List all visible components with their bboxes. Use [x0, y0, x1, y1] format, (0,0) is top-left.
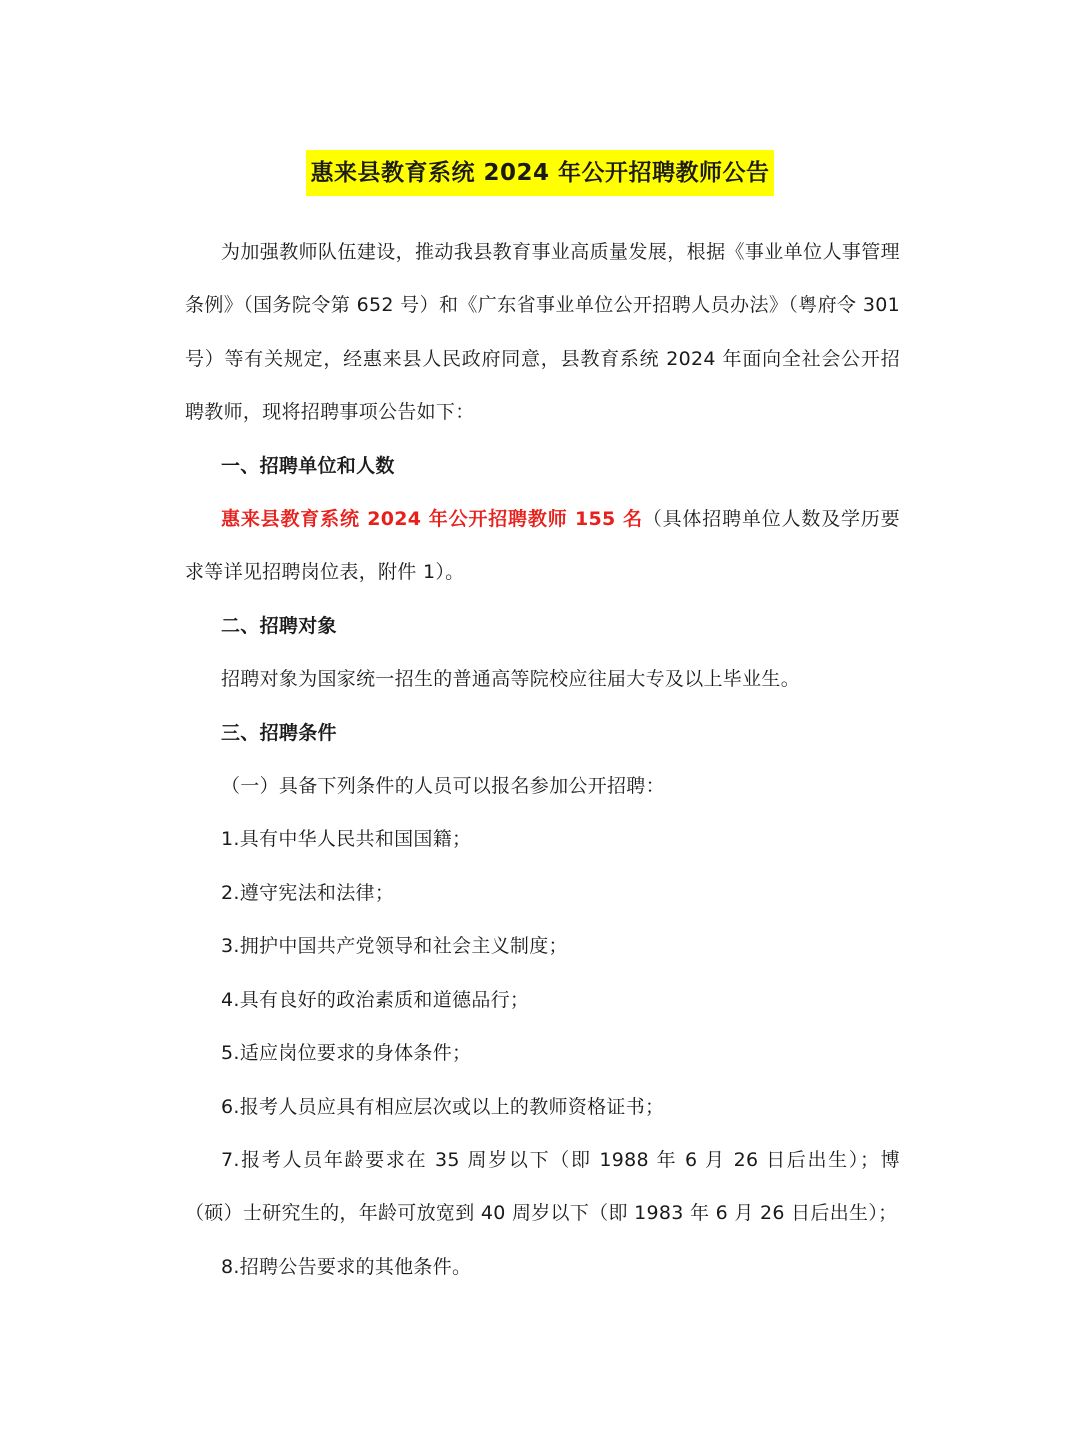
- condition-item: 3.拥护中国共产党领导和社会主义制度；: [221, 935, 568, 958]
- condition-item: 5.适应岗位要求的身体条件；: [221, 1042, 472, 1065]
- document-title: 惠来县教育系统 2024 年公开招聘教师公告: [306, 150, 773, 196]
- document-body: [185, 226, 900, 1294]
- title-container: [0, 150, 1080, 196]
- section-1-heading: 一、招聘单位和人数: [221, 454, 395, 477]
- recruitment-count-highlight: 惠来县教育系统 2024 年公开招聘教师 155 名: [221, 508, 643, 531]
- section-2-paragraph: 招聘对象为国家统一招生的普通高等院校应往届大专及以上毕业生。: [221, 668, 801, 691]
- condition-item: 7.报考人员年龄要求在 35 周岁以下（即 1988 年 6 月 26 日后出生）；博（硕）士研究生的，年龄可放宽到 40 周岁以下（即 1983 年 6 月 26 日后出生）；: [185, 1148, 900, 1225]
- section-3-subheading: （一）具备下列条件的人员可以报名参加公开招聘：: [221, 775, 665, 798]
- condition-item: 1.具有中华人民共和国国籍；: [221, 828, 472, 851]
- section-1-paragraph: [185, 493, 900, 600]
- section-2-heading: 二、招聘对象: [221, 614, 337, 637]
- section-1-rest: （具体招聘单位人数及学历要求等详见招聘岗位表，附件 1）。: [185, 508, 900, 584]
- condition-item: 2.遵守宪法和法律；: [221, 881, 395, 904]
- intro-paragraph: 为加强教师队伍建设，推动我县教育事业高质量发展，根据《事业单位人事管理条例》（国务院令第 652 号）和《广东省事业单位公开招聘人员办法》（粤府令 301 号）等有关规定，经惠来县人民政府同意，县教育系统 2024 年面向全社会公开招聘教师，现将招聘事项公告如下：: [185, 241, 900, 424]
- condition-item: 4.具有良好的政治素质和道德品行；: [221, 988, 530, 1011]
- condition-item: 6.报考人员应具有相应层次或以上的教师资格证书；: [221, 1095, 665, 1118]
- condition-item: 8.招聘公告要求的其他条件。: [221, 1255, 472, 1278]
- section-3-heading: 三、招聘条件: [221, 721, 337, 744]
